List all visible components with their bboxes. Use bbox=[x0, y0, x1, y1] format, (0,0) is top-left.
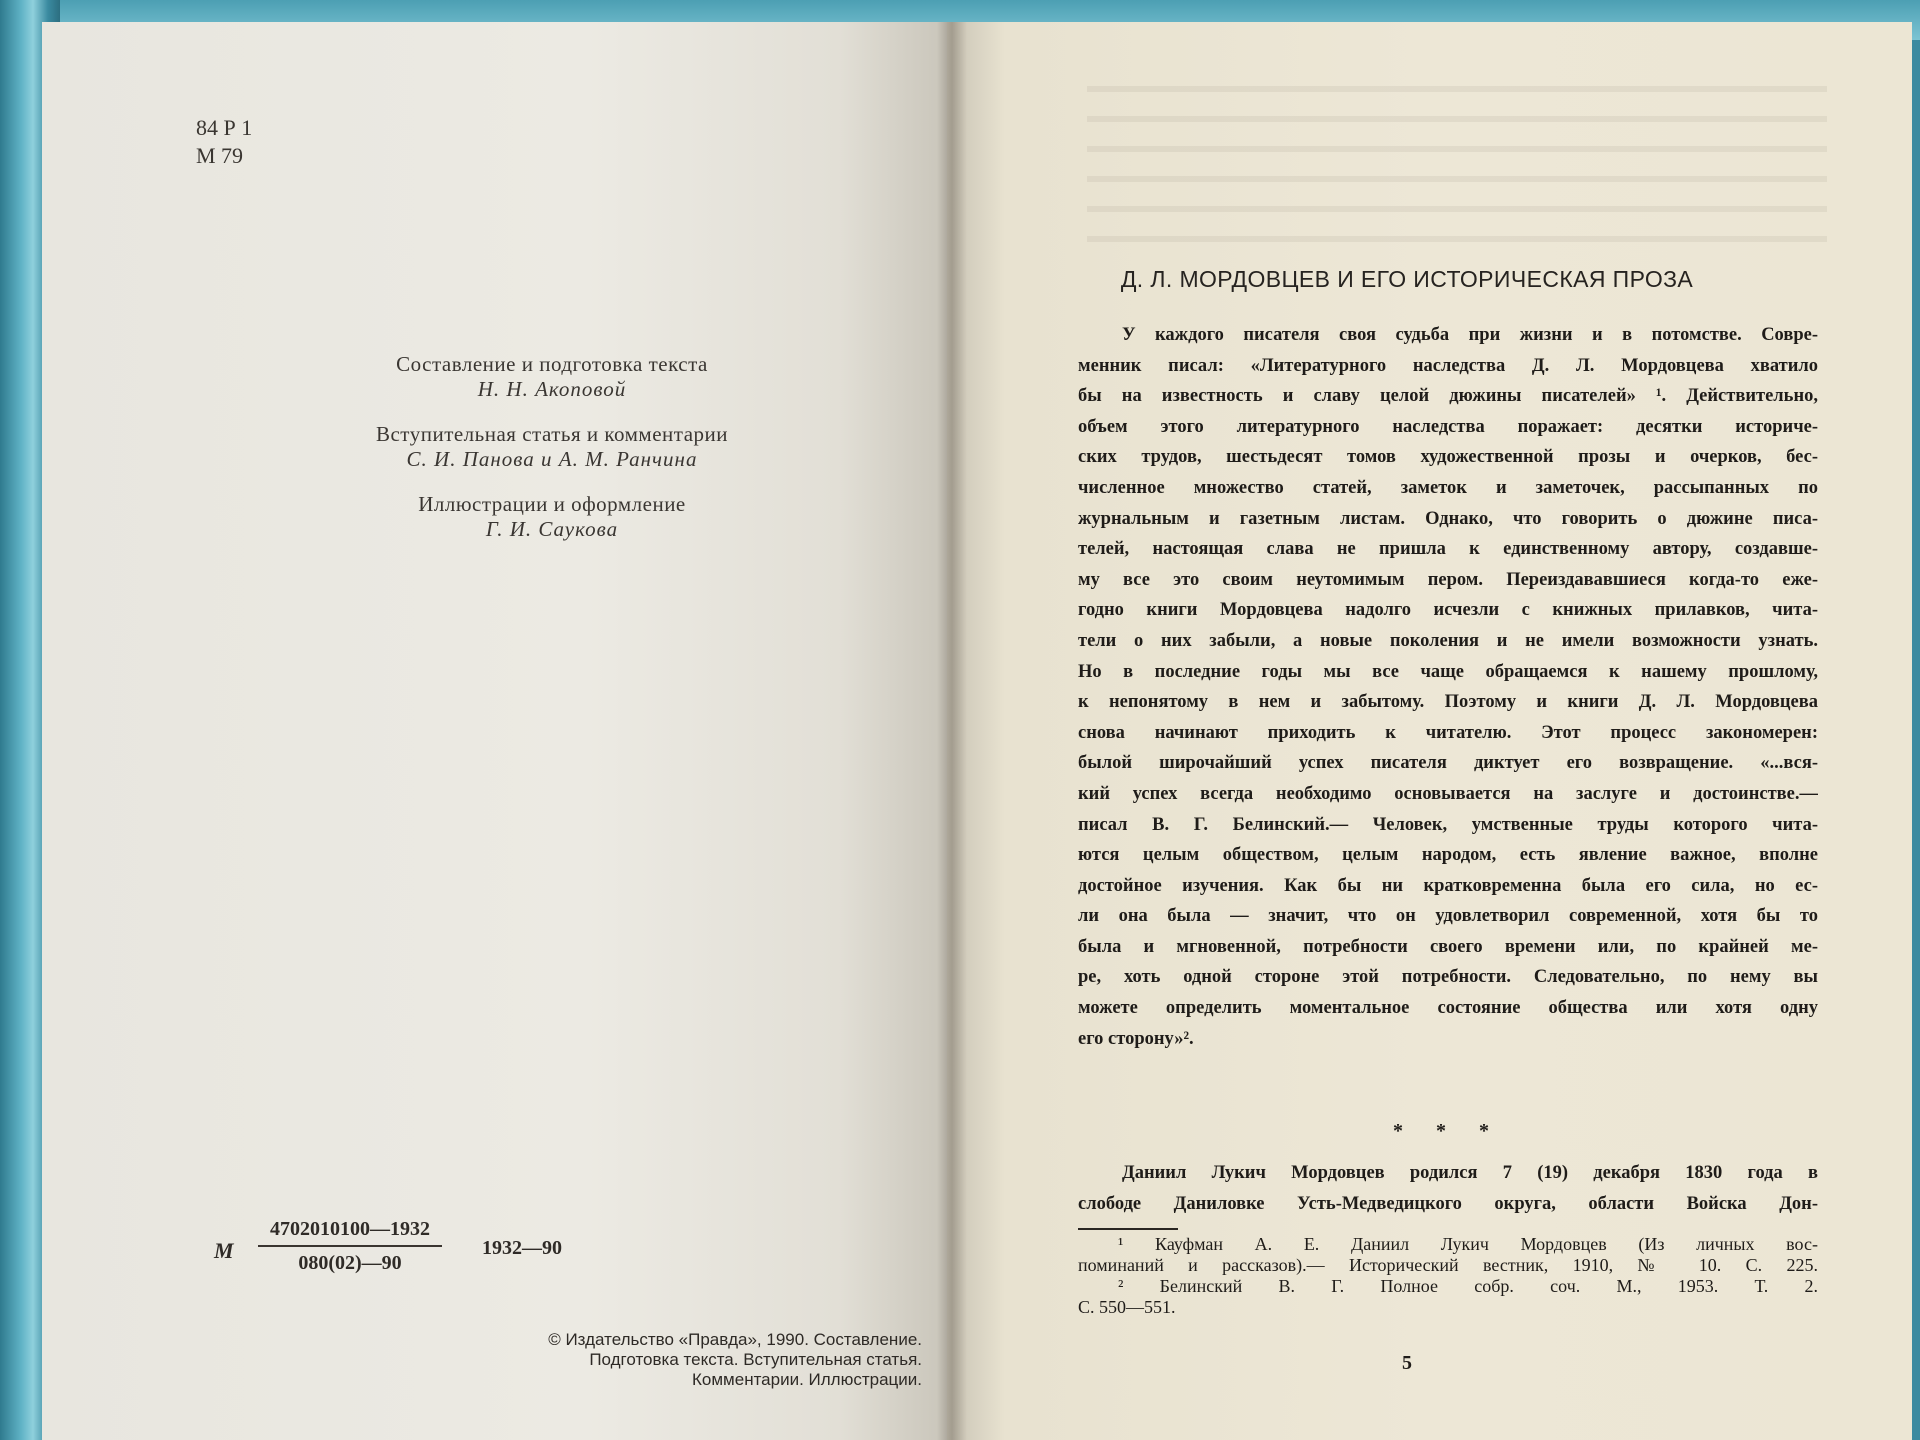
show-through-text bbox=[1087, 62, 1827, 252]
text-line: достойное изучения. Как бы ни кратковременна была его сила, но ес- bbox=[1078, 875, 1818, 896]
page-number: 5 bbox=[1402, 1352, 1412, 1374]
credit-name: С. И. Панова и А. М. Ранчина bbox=[406, 447, 698, 471]
footnote-line: ¹ Кауфман А. Е. Даниил Лукич Мордовцев (Из личных вос- bbox=[1118, 1234, 1818, 1254]
credit-role: Составление и подготовка текста bbox=[396, 352, 708, 376]
text-line: журнальным и газетным листам. Однако, что говорить о дюжине писа- bbox=[1078, 508, 1818, 529]
text-line: объем этого литературного наследства поражает: десятки историче- bbox=[1078, 416, 1818, 437]
text-line: его сторону»². bbox=[1078, 1028, 1194, 1049]
text-line: Даниил Лукич Мордовцев родился 7 (19) декабря 1830 года в bbox=[1122, 1163, 1818, 1183]
text-line: кий успех всегда необходимо основывается на заслуге и достоинстве.— bbox=[1078, 783, 1818, 804]
credits bbox=[292, 352, 812, 562]
credit-introduction bbox=[292, 422, 812, 472]
right-page bbox=[947, 22, 1912, 1440]
footnotes bbox=[1078, 1234, 1818, 1318]
catalog-numerator: 4702010100—1932 bbox=[270, 1218, 430, 1240]
credit-role: Иллюстрации и оформление bbox=[418, 492, 686, 516]
text-line: слободе Даниловке Усть-Медведицкого округа, области Войска Дон- bbox=[1078, 1193, 1818, 1214]
catalog-letter: М bbox=[214, 1238, 234, 1263]
text-line: У каждого писателя своя судьба при жизни и в потомстве. Совре- bbox=[1122, 325, 1818, 345]
footnote-line: ² Белинский В. Г. Полное собр. соч. М., 1953. Т. 2. bbox=[1118, 1276, 1818, 1296]
copyright-line: Подготовка текста. Вступительная статья. bbox=[589, 1350, 922, 1369]
text-line: снова начинают приходить к читателю. Этот процесс закономерен: bbox=[1078, 722, 1818, 743]
paragraph-2 bbox=[1078, 1158, 1818, 1219]
text-line: была и мгновенной, потребности своего времени или, по крайней ме- bbox=[1078, 936, 1818, 957]
classification-code-1: 84 Р 1 bbox=[196, 115, 253, 140]
text-line: писал В. Г. Белинский.— Человек, умственные труды которого чита- bbox=[1078, 814, 1818, 835]
text-line: численное множество статей, заметок и заметочек, рассыпанных по bbox=[1078, 477, 1818, 498]
section-separator: * * * bbox=[1393, 1120, 1503, 1142]
text-line: тели о них забыли, а новые поколения и не имели возможности узнать. bbox=[1078, 630, 1818, 651]
text-line: былой широчайший успех писателя диктует его возвращение. «...вся- bbox=[1078, 753, 1818, 774]
catalog-fraction-line bbox=[258, 1245, 442, 1247]
text-line: можете определить моментальное состояние общества или хотя одну bbox=[1078, 998, 1818, 1019]
text-line: ских трудов, шестьдесят томов художественной прозы и очерков, бес- bbox=[1078, 447, 1818, 468]
text-line: менник писал: «Литературного наследства Д. Л. Мордовцева хватило bbox=[1078, 355, 1818, 376]
catalog-denominator: 080(02)—90 bbox=[298, 1252, 402, 1274]
copyright-notice bbox=[452, 1330, 922, 1390]
text-line: ре, хоть одной стороне этой потребности. Следовательно, по нему вы bbox=[1078, 967, 1818, 988]
credit-compilation bbox=[292, 352, 812, 402]
credit-illustrations bbox=[292, 492, 812, 542]
chapter-title: Д. Л. МОРДОВЦЕВ И ЕГО ИСТОРИЧЕСКАЯ ПРОЗА bbox=[1120, 266, 1694, 292]
footnote-line: поминаний и рассказов).— Исторический вестник, 1910, № 10. С. 225. bbox=[1078, 1255, 1818, 1275]
left-page bbox=[42, 22, 947, 1440]
text-line: му все это своим неутомимым пером. Переиздававшиеся когда-то еже- bbox=[1078, 569, 1818, 590]
text-line: ются целым обществом, целым народом, есть явление важное, вполне bbox=[1078, 845, 1818, 866]
credit-name: Н. Н. Акоповой bbox=[477, 377, 627, 401]
text-line: годно книги Мордовцева надолго исчезли с книжных прилавков, чита- bbox=[1078, 600, 1818, 621]
text-line: Но в последние годы мы все чаще обращаемся к нашему прошлому, bbox=[1078, 661, 1818, 682]
footnote-rule bbox=[1078, 1228, 1178, 1230]
open-book bbox=[42, 22, 1912, 1440]
footnote-line: С. 550—551. bbox=[1078, 1297, 1176, 1317]
catalog-code: 1932—90 bbox=[482, 1237, 562, 1259]
credit-name: Г. И. Саукова bbox=[485, 517, 619, 541]
book-gutter bbox=[937, 22, 967, 1440]
text-line: к непонятому в нем и забытому. Поэтому и книги Д. Л. Мордовцева bbox=[1078, 692, 1818, 713]
text-line: ли она была — значит, что он удовлетворил современной, хотя бы то bbox=[1078, 906, 1818, 927]
paragraph-1 bbox=[1078, 320, 1818, 1054]
classification-code-2: М 79 bbox=[196, 143, 244, 168]
library-classification bbox=[196, 114, 252, 170]
copyright-line: Комментарии. Иллюстрации. bbox=[692, 1370, 922, 1389]
credit-role: Вступительная статья и комментарии bbox=[375, 422, 728, 446]
text-line: телей, настоящая слава не пришла к единственному автору, создавше- bbox=[1078, 539, 1818, 560]
copyright-line: © Издательство «Правда», 1990. Составление. bbox=[548, 1330, 922, 1349]
text-line: бы на известность и славу целой дюжины писателей» ¹. Действительно, bbox=[1078, 386, 1818, 407]
catalog-index bbox=[214, 1218, 634, 1288]
